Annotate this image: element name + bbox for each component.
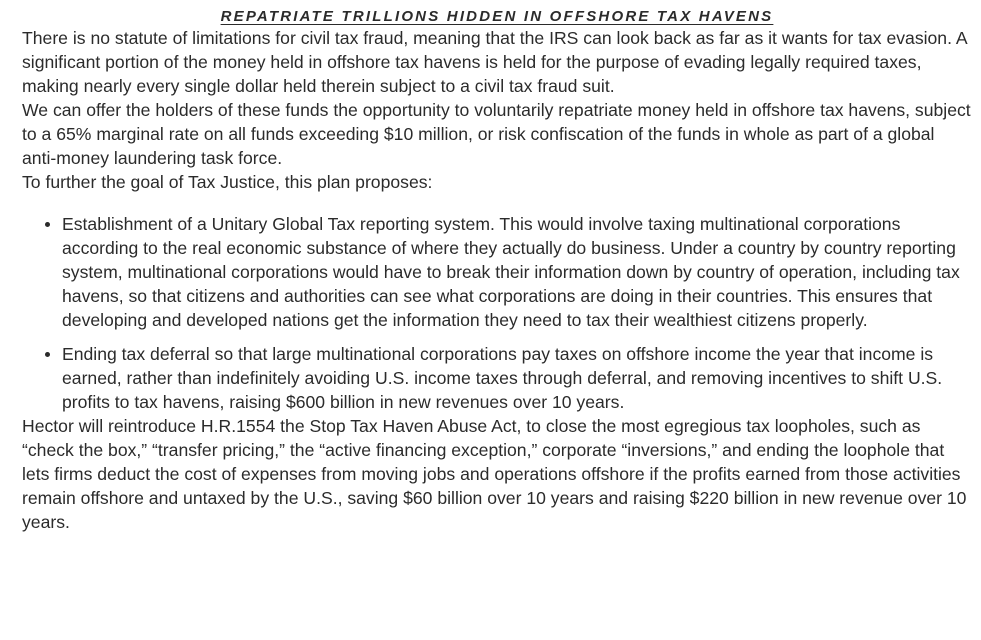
paragraph-stop-tax-haven-abuse-act: Hector will reintroduce H.R.1554 the Stop Tax Haven Abuse Act, to close the most egregious tax loopholes, such as “check the box,” “transfer pricing,” the “active financing exception,” corporate “inversions,” and ending the loophole that lets firms deduct the cost of expenses from moving jobs and operations offshore if the profits earned from those activities remain offshore and untaxed by the U.S., saving $60 billion over 10 years and raising $220 billion in new revenue over 10 years. (22, 416, 967, 532)
paragraph-repatriation-offer: We can offer the holders of these funds the opportunity to voluntarily repatriate money held in offshore tax havens, subject to a 65% marginal rate on all funds exceeding $10 million, or risk confiscation of the funds in whole as part of a global anti-money laundering task force. (22, 100, 971, 168)
document-title: REPATRIATE TRILLIONS HIDDEN IN OFFSHORE TAX HAVENS (220, 8, 774, 25)
bullet-icon (45, 222, 50, 227)
paragraph-plan-intro: To further the goal of Tax Justice, this plan proposes: (22, 172, 433, 192)
list-item-text: Ending tax deferral so that large multinational corporations pay taxes on offshore income the year that income is earned, rather than indefinitely avoiding U.S. income taxes through deferral, and removing incentives to shift U.S. profits to tax havens, raising $600 billion in new revenues over 10 years. (62, 344, 943, 412)
proposal-list (22, 212, 972, 414)
list-item (22, 212, 972, 332)
bullet-icon (45, 352, 50, 357)
document (22, 0, 972, 534)
paragraph-statute-of-limitations: There is no statute of limitations for civil tax fraud, meaning that the IRS can look back as far as it wants for tax evasion. A significant portion of the money held in offshore tax havens is held for the purpose of evading legally required taxes, making nearly every single dollar held therein subject to a civil tax fraud suit. (22, 28, 967, 96)
list-item-text: Establishment of a Unitary Global Tax reporting system. This would involve taxing multinational corporations according to the real economic substance of where they actually do business. Under a country by country reporting system, multinational corporations would have to break their information down by country of operation, including tax havens, so that citizens and authorities can see what corporations are doing in their countries. This ensures that developing and developed nations get the information they need to tax their wealthiest citizens properly. (62, 214, 960, 330)
list-item (22, 342, 972, 414)
